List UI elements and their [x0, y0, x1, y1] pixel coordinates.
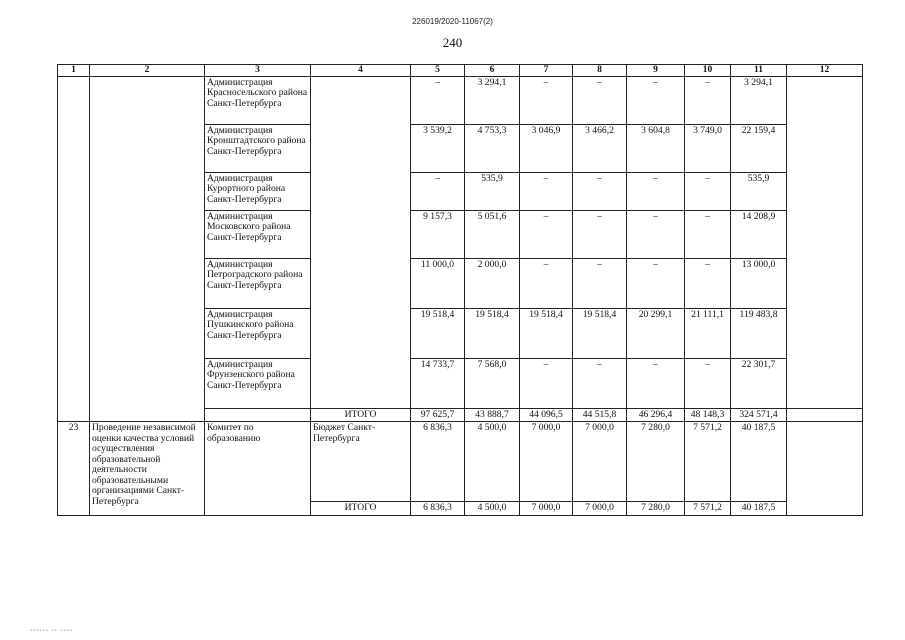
cell-v5: 14 733,7 — [411, 358, 465, 408]
cell-v7: – — [520, 258, 573, 308]
cell-v5: 6 836,3 — [411, 422, 465, 502]
cell-col-12 — [787, 422, 863, 516]
cell-v7: – — [520, 210, 573, 258]
cell-v10: – — [685, 210, 731, 258]
cell-v8: – — [573, 172, 627, 210]
cell-v7: 7 000,0 — [520, 422, 573, 502]
cell-v8: – — [573, 210, 627, 258]
cell-v6: 19 518,4 — [465, 308, 520, 358]
cell-v10: 7 571,2 — [685, 422, 731, 502]
table-row — [58, 76, 863, 124]
cell-v5: – — [411, 172, 465, 210]
cell-v6: 535,9 — [465, 172, 520, 210]
header-col-12: 12 — [787, 65, 863, 77]
cell-v10: – — [685, 358, 731, 408]
total-v7: 44 096,5 — [520, 408, 573, 422]
total-v8: 44 515,8 — [573, 408, 627, 422]
cell-v10: – — [685, 172, 731, 210]
cell-v6: 5 051,6 — [465, 210, 520, 258]
cell-v7: – — [520, 172, 573, 210]
cell-v5: 11 000,0 — [411, 258, 465, 308]
total-v6: 4 500,0 — [465, 502, 520, 516]
cell-v7: 3 046,9 — [520, 124, 573, 172]
total-v6: 43 888,7 — [465, 408, 520, 422]
header-col-11: 11 — [731, 65, 787, 77]
cell-v8: 3 466,2 — [573, 124, 627, 172]
cell-v11: 3 294,1 — [731, 76, 787, 124]
cell-source-continued — [311, 76, 411, 408]
total-v5: 97 625,7 — [411, 408, 465, 422]
cell-executor: Администрация Пушкинского района Санкт-Петербурга — [205, 308, 311, 358]
total-v9: 7 280,0 — [627, 502, 685, 516]
total-empty-executor — [205, 408, 311, 422]
cell-v11: 13 000,0 — [731, 258, 787, 308]
cell-v10: – — [685, 258, 731, 308]
cell-v7: – — [520, 358, 573, 408]
cell-event-name: Проведение независимой оценки качества условий осуществления образовательной деятельности образовательными организациями Санкт-Петербурга — [90, 422, 205, 516]
cell-v9: – — [627, 76, 685, 124]
cell-v8: 7 000,0 — [573, 422, 627, 502]
cell-v9: – — [627, 172, 685, 210]
table-row-23 — [58, 422, 863, 502]
cell-v10: 3 749,0 — [685, 124, 731, 172]
cell-v5: 9 157,3 — [411, 210, 465, 258]
header-col-3: 3 — [205, 65, 311, 77]
cell-v10: – — [685, 76, 731, 124]
cell-num-continued — [58, 76, 90, 422]
cell-executor: Администрация Петроградского района Санкт-Петербурга — [205, 258, 311, 308]
budget-table — [57, 64, 863, 516]
cell-v9: 20 299,1 — [627, 308, 685, 358]
cell-v7: – — [520, 76, 573, 124]
cell-v8: – — [573, 258, 627, 308]
header-col-10: 10 — [685, 65, 731, 77]
cell-v6: 7 568,0 — [465, 358, 520, 408]
total-v11: 324 571,4 — [731, 408, 787, 422]
page-number: 240 — [442, 35, 463, 50]
cell-v6: 4 500,0 — [465, 422, 520, 502]
cell-name-continued — [90, 76, 205, 422]
cell-v9: – — [627, 210, 685, 258]
cell-executor: Администрация Красносельского района Санкт-Петербурга — [205, 76, 311, 124]
cell-v6: 2 000,0 — [465, 258, 520, 308]
total-v7: 7 000,0 — [520, 502, 573, 516]
header-row — [58, 65, 863, 77]
cell-v5: 3 539,2 — [411, 124, 465, 172]
total-v8: 7 000,0 — [573, 502, 627, 516]
cell-executor: Администрация Курортного района Санкт-Петербурга — [205, 172, 311, 210]
cell-v9: 7 280,0 — [627, 422, 685, 502]
cell-v9: 3 604,8 — [627, 124, 685, 172]
cell-v10: 21 111,1 — [685, 308, 731, 358]
header-col-1: 1 — [58, 65, 90, 77]
cell-v11: 119 483,8 — [731, 308, 787, 358]
cell-v6: 4 753,3 — [465, 124, 520, 172]
cell-v5: – — [411, 76, 465, 124]
cell-v6: 3 294,1 — [465, 76, 520, 124]
cell-v7: 19 518,4 — [520, 308, 573, 358]
cell-funding-source: Бюджет Санкт-Петербурга — [311, 422, 411, 502]
total-v11: 40 187,5 — [731, 502, 787, 516]
header-col-2: 2 — [90, 65, 205, 77]
cell-v9: – — [627, 258, 685, 308]
cell-v5: 19 518,4 — [411, 308, 465, 358]
cell-v11: 22 159,4 — [731, 124, 787, 172]
total-v5: 6 836,3 — [411, 502, 465, 516]
cell-executor-committee: Комитет по образованию — [205, 422, 311, 516]
total-v10: 7 571,2 — [685, 502, 731, 516]
cell-executor: Администрация Кронштадтского района Санкт-Петербурга — [205, 124, 311, 172]
header-col-6: 6 — [465, 65, 520, 77]
cell-row-number: 23 — [58, 422, 90, 516]
cell-v8: – — [573, 358, 627, 408]
header-col-4: 4 — [311, 65, 411, 77]
cell-v8: 19 518,4 — [573, 308, 627, 358]
total-v9: 46 296,4 — [627, 408, 685, 422]
header-col-9: 9 — [627, 65, 685, 77]
total-col-12 — [787, 408, 863, 422]
cell-executor: Администрация Фрунзенского района Санкт-Петербурга — [205, 358, 311, 408]
cell-v11: 22 301,7 — [731, 358, 787, 408]
total-label: ИТОГО — [311, 502, 411, 516]
cell-v11: 535,9 — [731, 172, 787, 210]
cell-col-12 — [787, 76, 863, 408]
header-col-8: 8 — [573, 65, 627, 77]
cell-v11: 14 208,9 — [731, 210, 787, 258]
header-col-5: 5 — [411, 65, 465, 77]
scan-footer-mark: ▪▪▪▪▪▪ ▪▪ ▪▪▪▪ — [30, 628, 73, 634]
document-number: 226019/2020-11067(2) — [412, 17, 493, 26]
cell-v11: 40 187,5 — [731, 422, 787, 502]
cell-v8: – — [573, 76, 627, 124]
cell-executor: Администрация Московского района Санкт-Петербурга — [205, 210, 311, 258]
total-label: ИТОГО — [311, 408, 411, 422]
cell-v9: – — [627, 358, 685, 408]
header-col-7: 7 — [520, 65, 573, 77]
total-v10: 48 148,3 — [685, 408, 731, 422]
table-body — [58, 65, 863, 516]
